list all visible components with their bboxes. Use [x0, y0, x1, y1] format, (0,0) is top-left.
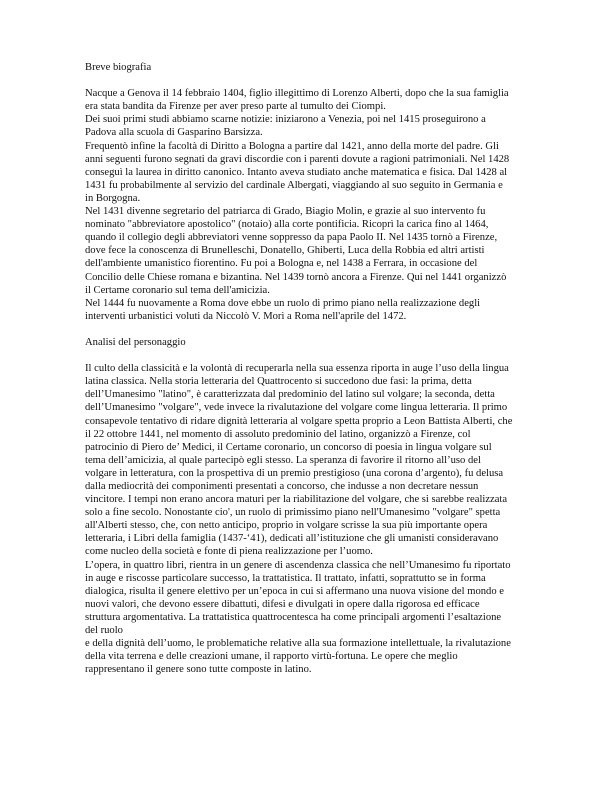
text-line: nuovi valori, che devono essere dibattuti, difesi e divulgati in opere dalla rigorosa ed efficace [85, 598, 480, 610]
text-line: in auge e riscosse particolare successo, la trattatistica. Il trattato, infatti, soprattutto se in forma [85, 572, 486, 584]
text-line: all'Alberti stesso, che, con netto anticipo, proprio in volgare scrisse la sua più importante opera [85, 520, 488, 532]
text-line: conseguì la laurea in diritto canonico. Intanto aveva studiato anche matematica e fisica. Dal 1428 al [85, 166, 508, 178]
paragraph-spacer [85, 74, 527, 87]
text-line: dalla mediocrità dei componimenti presentati a concorso, che indusse a non decretare nessun [85, 481, 479, 492]
text-line: era stata bandita da Firenze per aver preso parte al tumulto dei Ciompi. [85, 101, 386, 113]
section-heading-analysis: Analisi del personaggio [85, 336, 186, 348]
text-line: interventi urbanistici voluti da Niccolò V. Morì a Roma nell'aprile del 1472. [85, 310, 407, 322]
text-line: L’opera, in quattro libri, rientra in un genere di ascendenza classica che nell’Umanesimo fu riportato [85, 559, 511, 571]
text-line: dialogica, risulta il genere elettivo per un’epoca in cui si affermano una nuova visione del mondo e [85, 585, 505, 597]
text-line: dell’Umanesimo "volgare", vede invece la rivalutazione del volgare come lingua letteraria. Il primo [85, 402, 508, 414]
section-heading-biography: Breve biografia [85, 62, 152, 73]
analysis-text [85, 362, 527, 676]
text-line: Dei suoi primi studi abbiamo scarne notizie: iniziarono a Venezia, poi nel 1415 proseguirono a [85, 114, 486, 126]
text-line: solo a fine secolo. Nonostante cio', un ruolo di primissimo piano nell'Umanesimo "volgare" spetta [85, 507, 501, 519]
text-line: dell’Umanesimo "latino", è caratterizzata dal predominio del latino sul volgare; la seconda, detta [85, 389, 495, 401]
text-line: del ruolo [85, 625, 123, 637]
text-line: Nacque a Genova il 14 febbraio 1404, figlio illegittimo di Lorenzo Alberti, dopo che la sua famiglia [85, 88, 509, 100]
text-line: Concilio delle Chiese romana e bizantina. Nel 1439 tornò ancora a Firenze. Qui nel 1441 organizzò [85, 271, 507, 283]
text-line: il 22 ottobre 1441, nel momento di assoluto predominio del latino, organizzò a Firenze, col [85, 428, 471, 440]
text-line: Il culto della classicità e la volontà di recuperarla nella sua essenza riporta in auge l’uso della lingua [85, 363, 509, 375]
text-line: il Certame coronario sul tema dell'amicizia. [85, 284, 270, 296]
text-line: 1431 fu probabilmente al servizio del cardinale Albergati, viaggiando al suo seguito in Germania e [85, 179, 503, 191]
text-line: e della dignità dell’uomo, le problematiche relative alla sua formazione intellettuale, la rivalutazione [85, 638, 511, 650]
text-line: quando il collegio degli abbreviatori venne soppresso da papa Paolo II. Nel 1435 tornò a Firenze, [85, 232, 498, 244]
text-line: consapevole tentativo di ridare dignità letteraria al volgare spetta proprio a Leon Battista Alberti, che [85, 415, 513, 427]
text-line: Frequentò infine la facoltà di Diritto a Bologna a partire dal 1421, anno della morte del padre. Gli [85, 140, 499, 152]
text-line: anni seguenti furono segnati da gravi discordie con i parenti dovute a ragioni patrimoniali. Nel 1428 [85, 153, 510, 165]
text-line: dove fece la conoscenza di Brunelleschi, Donatello, Ghiberti, Luca della Robbia ed altri artisti [85, 245, 485, 257]
biography-text [85, 87, 527, 323]
paragraph-spacer [85, 349, 527, 362]
text-line: struttura argomentativa. La trattatistica quattrocentesca ha come principali argomenti l’esaltazione [85, 611, 502, 623]
text-line: in Borgogna. [85, 192, 141, 204]
text-line: vincitore. I tempi non erano ancora maturi per la riabilitazione del volgare, che si sarebbe realizzata [85, 494, 508, 506]
text-line: come nucleo della società e fonte di piena realizzazione per l’uomo. [85, 546, 373, 558]
text-line: patrocinio di Piero de’ Medici, il Certame coronario, un concorso di poesia in lingua volgare sul [85, 441, 492, 453]
text-line: tema dell’amicizia, al quale partecipò egli stesso. La speranza di favorire il ritorno all’uso del [85, 454, 481, 466]
text-line: latina classica. Nella storia letteraria del Quattrocento si succedono due fasi: la prima, detta [85, 376, 472, 388]
text-line: della vita terrena e delle creazioni umane, il rapporto virtù-fortuna. Le opere che meglio [85, 651, 458, 663]
text-line: Padova alla scuola di Gasparino Barsizza. [85, 127, 263, 139]
text-line: Nel 1431 divenne segretario del patriarca di Grado, Biagio Molin, e grazie al suo intervento fu [85, 206, 486, 218]
text-line: letteraria, i Libri della famiglia (1437-‘41), dedicati all’istituzione che gli umanisti consideravano [85, 533, 499, 545]
text-line: dell'ambiente umanistico fiorentino. Fu poi a Bologna e, nel 1438 a Ferrara, in occasione del [85, 258, 478, 270]
text-line: rappresentano il genere sono tutte composte in latino. [85, 664, 312, 676]
document-body [85, 61, 527, 676]
text-line: volgare in letteratura, con la prospettiva di un premio prestigioso (una corona d’argento), fu delusa [85, 467, 504, 479]
paragraph-spacer [85, 323, 527, 336]
text-line: Nel 1444 fu nuovamente a Roma dove ebbe un ruolo di primo piano nella realizzazione degli [85, 297, 481, 309]
text-line: nominato "abbreviatore apostolico" (notaio) alla corte pontificia. Ricoprì la carica fino al 1464, [85, 219, 489, 231]
